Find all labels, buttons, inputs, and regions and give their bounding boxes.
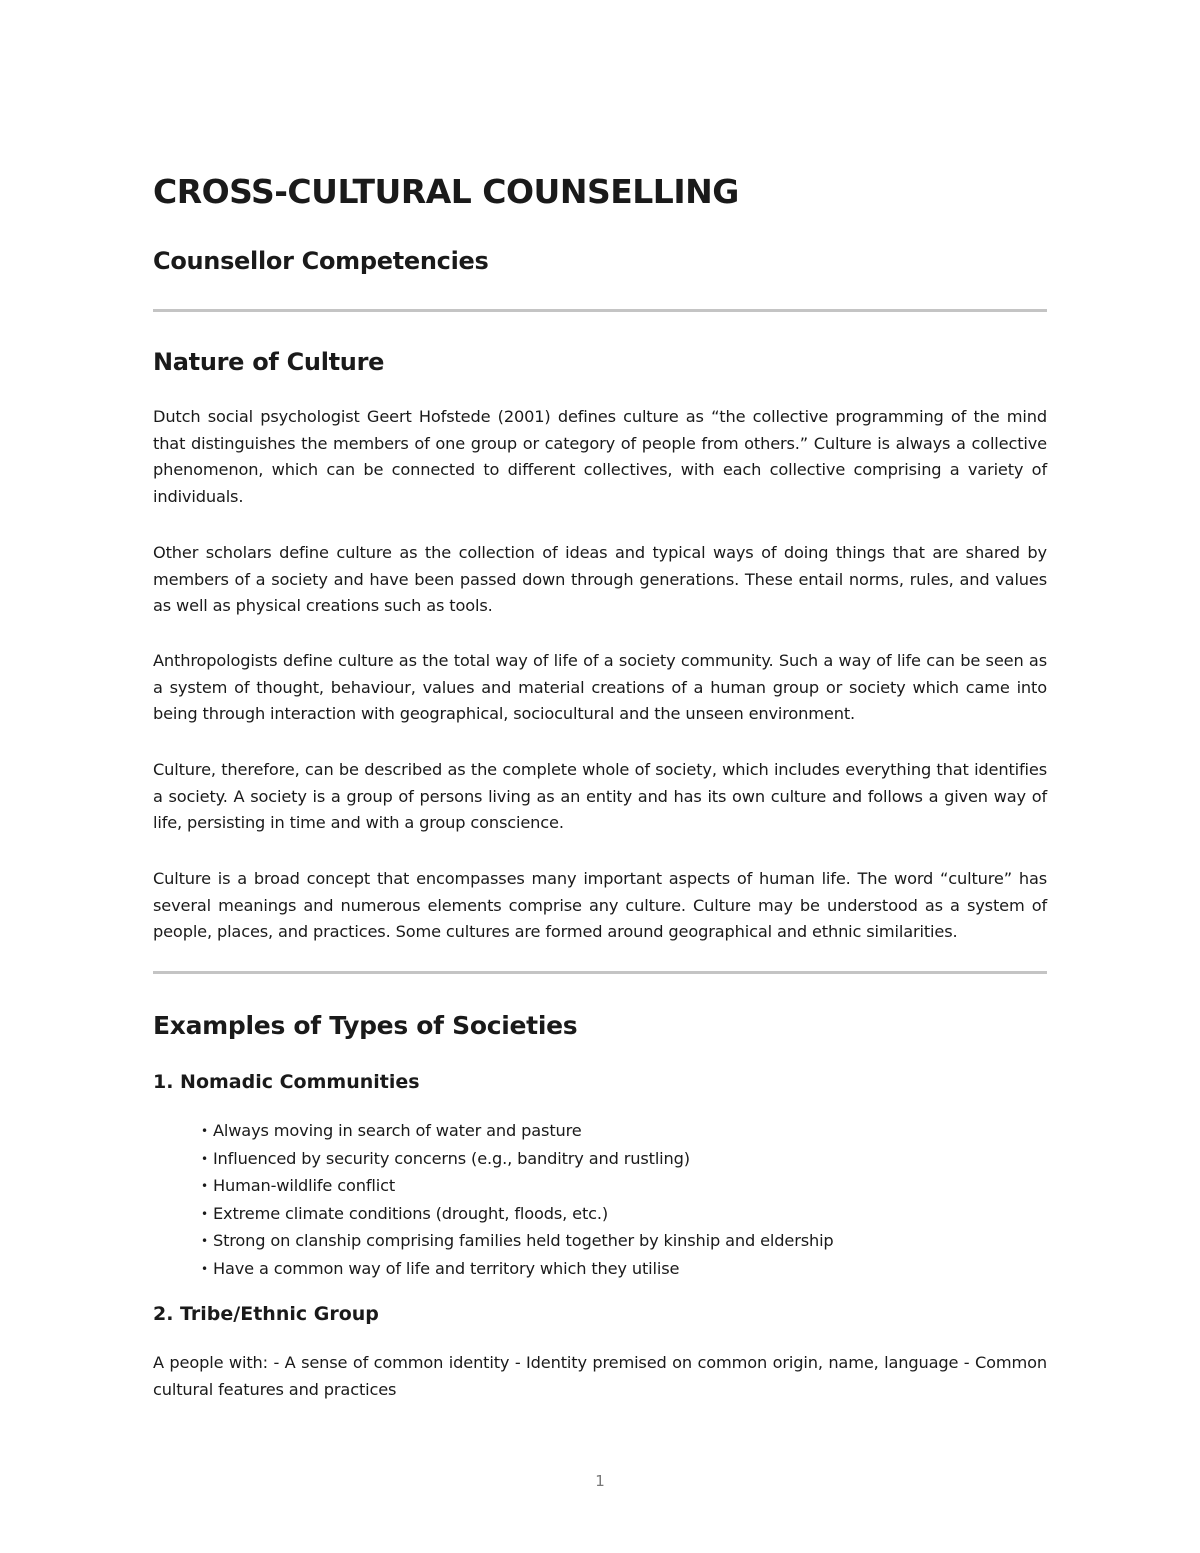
subsection-heading-nomadic-communities: 1. Nomadic Communities	[153, 1071, 420, 1093]
paragraph: Dutch social psychologist Geert Hofstede (2001) defines culture as “the collective programming of the mind that distinguishes the members of one group or category of people from others.” Culture is always a collective phenomenon, which can be connected to different collectives, with each collective comprising a variety of individuals.	[153, 407, 1047, 506]
document-title: CROSS-CULTURAL COUNSELLING	[153, 172, 739, 211]
subsection-heading-tribe-ethnic-group: 2. Tribe/Ethnic Group	[153, 1303, 379, 1325]
list-item: • Have a common way of life and territory which they utilise	[201, 1256, 834, 1284]
paragraph: A people with: - A sense of common identity - Identity premised on common origin, name, language - Common cultural features and practices	[153, 1353, 1047, 1399]
section-heading-examples-of-societies: Examples of Types of Societies	[153, 1011, 578, 1040]
list-item: • Influenced by security concerns (e.g., banditry and rustling)	[201, 1146, 834, 1174]
list-item: • Strong on clanship comprising families held together by kinship and eldership	[201, 1228, 834, 1256]
paragraph: Anthropologists define culture as the total way of life of a society community. Such a way of life can be seen as a system of thought, behaviour, values and material creations of a human group or society which came into being through interaction with geographical, sociocultural and the unseen environment.	[153, 651, 1047, 723]
section-heading-nature-of-culture: Nature of Culture	[153, 348, 385, 376]
paragraph: Other scholars define culture as the collection of ideas and typical ways of doing things that are shared by members of a society and have been passed down through generations. These entail norms, rules, and values as well as physical creations such as tools.	[153, 543, 1047, 615]
section-divider	[153, 309, 1047, 312]
paragraph: Culture, therefore, can be described as the complete whole of society, which includes everything that identifies a society. A society is a group of persons living as an entity and has its own culture and follows a given way of life, persisting in time and with a group conscience.	[153, 760, 1047, 832]
list-item: • Extreme climate conditions (drought, floods, etc.)	[201, 1201, 834, 1229]
list-item: • Human-wildlife conflict	[201, 1173, 834, 1201]
document-page	[153, 0, 1047, 1553]
paragraph: Culture is a broad concept that encompasses many important aspects of human life. The word “culture” has several meanings and numerous elements comprise any culture. Culture may be understood as a system of people, places, and practices. Some cultures are formed around geographical and ethnic similarities.	[153, 869, 1047, 941]
list-item: • Always moving in search of water and pasture	[201, 1118, 834, 1146]
page-number: 1	[595, 1472, 605, 1490]
nomadic-bullet-list	[201, 1118, 834, 1283]
document-subtitle: Counsellor Competencies	[153, 247, 489, 275]
section-divider	[153, 971, 1047, 974]
